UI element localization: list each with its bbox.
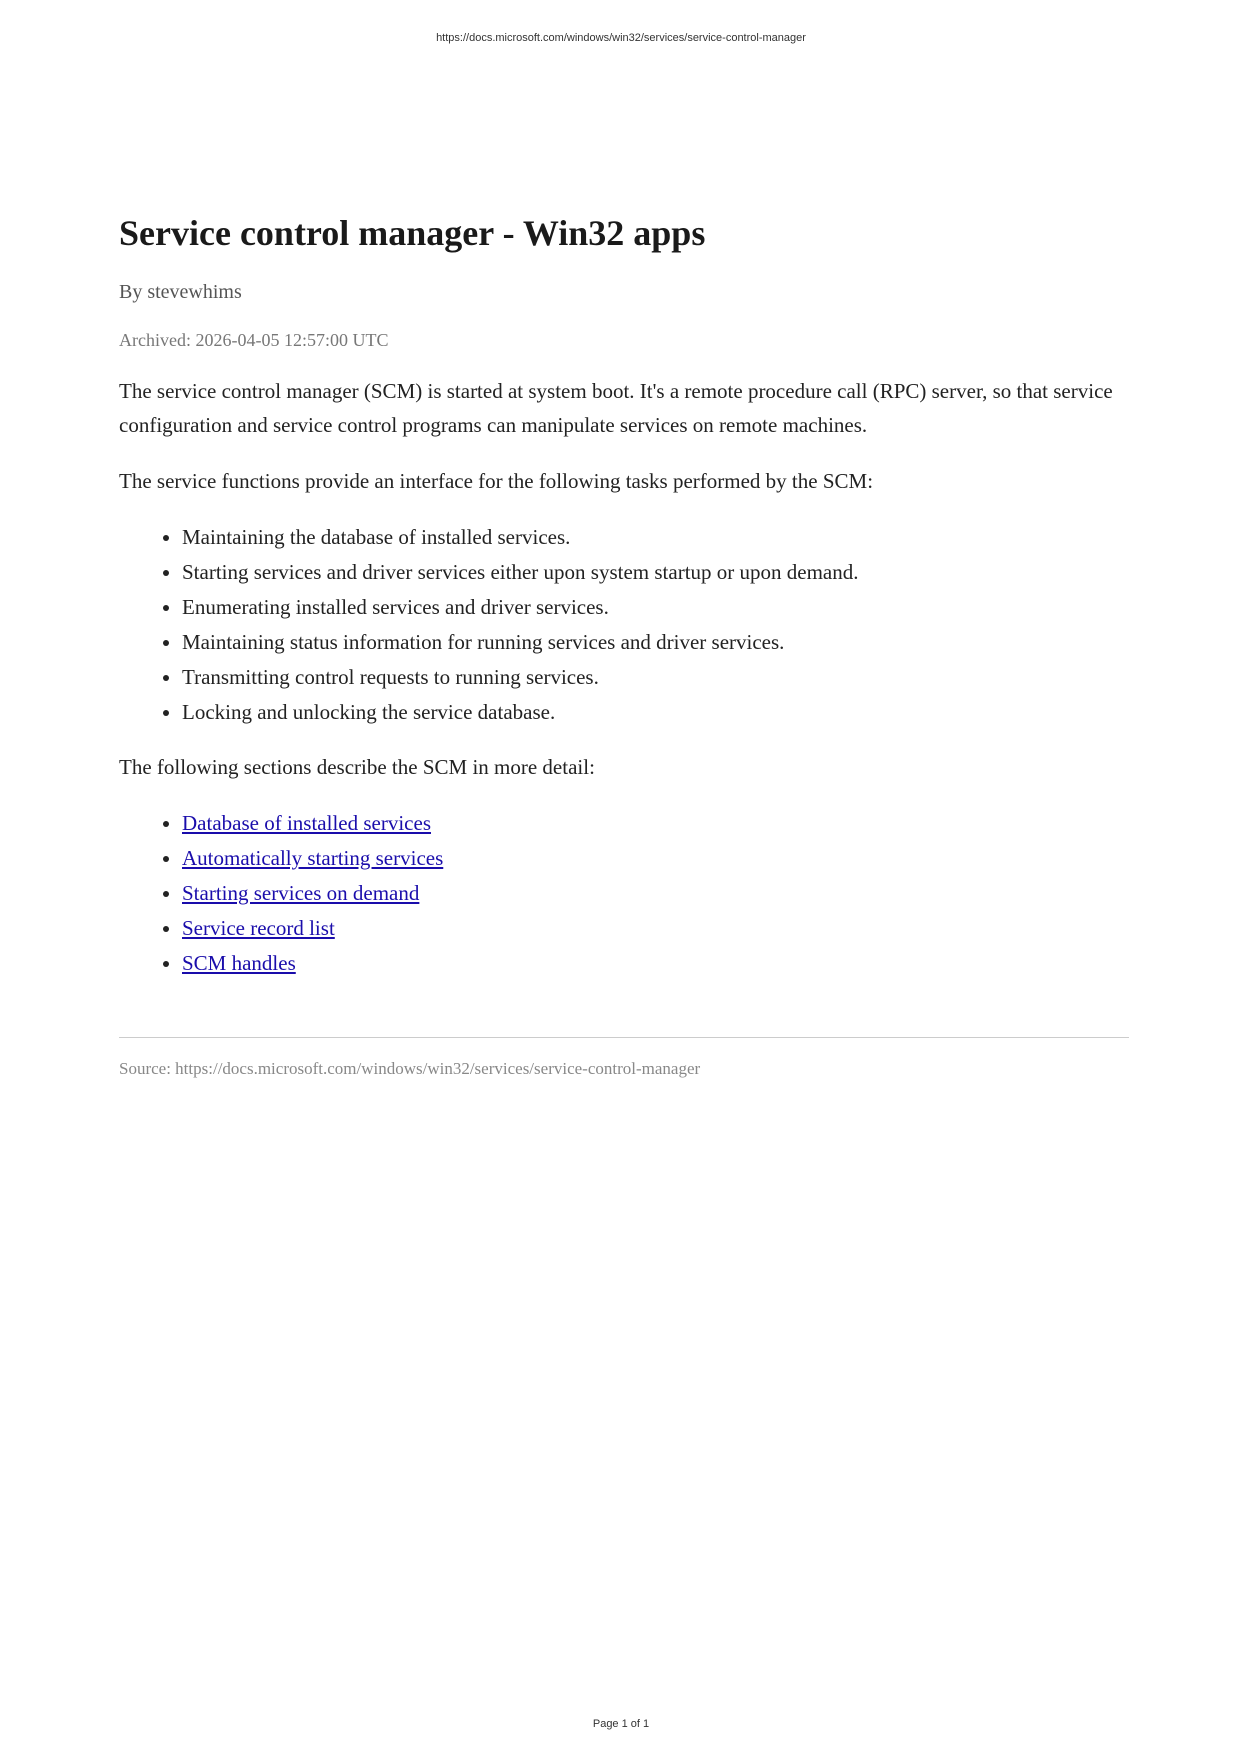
list-item: • Transmitting control requests to running services. [182, 660, 1129, 695]
list-item [182, 946, 1129, 981]
archived-timestamp: Archived: 2026-04-05 12:57:00 UTC [119, 330, 389, 350]
page-number: Page 1 of 1 [592, 1718, 650, 1730]
list-item: • Enumerating installed services and driver services. [182, 590, 1129, 625]
page-header-url: https://docs.microsoft.com/windows/win32/services/service-control-manager [436, 32, 806, 44]
list-item [182, 841, 1129, 876]
link-automatically-starting-services[interactable]: Automatically starting services [182, 846, 444, 870]
link-starting-services-on-demand[interactable]: Starting services on demand [182, 881, 420, 905]
functions-intro-paragraph: The service functions provide an interface for the following tasks performed by the SCM: [119, 469, 874, 493]
tasks-list [119, 520, 1129, 730]
sections-link-list [119, 806, 1129, 981]
list-item [182, 806, 1129, 841]
source-line: Source: https://docs.microsoft.com/windows/win32/services/service-control-manager [119, 1059, 701, 1078]
byline: By stevewhims [119, 281, 242, 303]
list-item: • Maintaining status information for running services and driver services. [182, 625, 1129, 660]
list-item: • Starting services and driver services either upon system startup or upon demand. [182, 555, 1129, 590]
page-title: Service control manager - Win32 apps [119, 213, 706, 253]
list-item: • Maintaining the database of installed services. [182, 520, 1129, 555]
link-scm-handles[interactable]: SCM handles [182, 951, 296, 975]
article [119, 211, 1129, 1080]
divider [119, 1037, 1129, 1038]
link-database-of-installed-services[interactable]: Database of installed services [182, 811, 431, 835]
list-item: • Locking and unlocking the service database. [182, 695, 1129, 730]
link-service-record-list[interactable]: Service record list [182, 916, 335, 940]
list-item [182, 911, 1129, 946]
intro-paragraph: The service control manager (SCM) is started at system boot. It's a remote procedure call (RPC) server, so that service configuration and service control programs can manipulate services on remote machines. [119, 379, 1113, 437]
list-item [182, 876, 1129, 911]
sections-intro-paragraph: The following sections describe the SCM in more detail: [119, 755, 595, 779]
